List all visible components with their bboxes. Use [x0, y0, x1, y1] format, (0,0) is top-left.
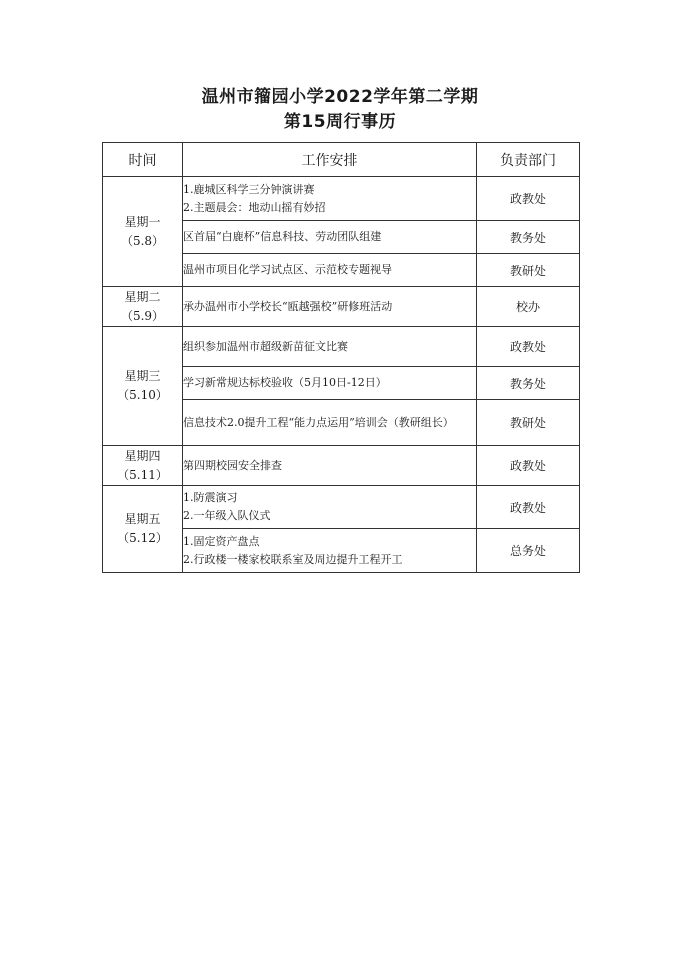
task-cell: [183, 446, 477, 486]
task-line: 信息技术2.0提升工程“能力点运用”培训会（教研组长）: [183, 415, 454, 429]
dept-cell: 教务处: [477, 221, 580, 254]
day-cell-wednesday: [103, 327, 183, 446]
document-subtitle: 第15周行事历: [283, 112, 397, 132]
task-line: 区首届“白鹿杯”信息科技、劳动团队组建: [183, 230, 382, 243]
day-cell-thursday: [103, 446, 183, 486]
task-line: 1.防震演习: [183, 491, 238, 504]
schedule-table: [102, 142, 580, 573]
task-cell: [183, 177, 477, 221]
day-cell-tuesday: [103, 287, 183, 327]
task-line: 1.固定资产盘点: [183, 534, 260, 548]
dept-cell: 政教处: [477, 486, 580, 529]
table-header-row: [103, 143, 580, 177]
task-line: 2.行政楼一楼家校联系室及周边提升工程开工: [183, 552, 403, 566]
dept-cell: 政教处: [477, 177, 580, 221]
dept-cell: 政教处: [477, 446, 580, 486]
task-cell: [183, 287, 477, 327]
day-date: （5.12）: [117, 531, 168, 545]
day-date: （5.8）: [120, 233, 165, 248]
task-cell: [183, 529, 477, 573]
dept-cell: 教研处: [477, 400, 580, 446]
task-cell: [183, 486, 477, 529]
dept-cell: 教研处: [477, 254, 580, 287]
task-cell: [183, 400, 477, 446]
header-dept: 负责部门: [477, 143, 580, 177]
header-time: 时间: [103, 143, 183, 177]
task-cell: [183, 254, 477, 287]
header-work: 工作安排: [183, 143, 477, 177]
table-row: [103, 287, 580, 327]
dept-cell: 政教处: [477, 327, 580, 367]
task-line: 2.一年级入队仪式: [183, 509, 271, 522]
day-date: （5.10）: [117, 388, 168, 402]
day-name: 星期五: [124, 512, 161, 526]
day-date: （5.9）: [120, 308, 165, 323]
task-line: 承办温州市小学校长“瓯越强校”研修班活动: [183, 299, 393, 313]
day-name: 星期三: [124, 369, 161, 383]
document-title: 温州市籀园小学2022学年第二学期: [201, 87, 479, 107]
task-line: 温州市项目化学习试点区、示范校专题视导: [183, 263, 392, 276]
task-line: 1.鹿城区科学三分钟演讲赛: [183, 182, 315, 196]
task-line: 第四期校园安全排查: [183, 458, 282, 472]
dept-cell: 总务处: [477, 529, 580, 573]
dept-cell: 教务处: [477, 367, 580, 400]
task-line: 组织参加温州市超级新苗征文比赛: [183, 339, 348, 353]
table-row: [103, 177, 580, 221]
task-cell: [183, 327, 477, 367]
table-row: [103, 327, 580, 367]
day-cell-friday: [103, 486, 183, 573]
table-row: [103, 446, 580, 486]
day-date: （5.11）: [117, 467, 168, 482]
day-cell-monday: [103, 177, 183, 287]
day-name: 星期四: [124, 448, 161, 463]
task-line: 2.主题晨会：地动山摇有妙招: [183, 200, 326, 214]
day-name: 星期二: [124, 289, 161, 304]
table-row: [103, 486, 580, 529]
task-cell: [183, 367, 477, 400]
day-name: 星期一: [124, 214, 161, 229]
task-cell: [183, 221, 477, 254]
dept-cell: 校办: [477, 287, 580, 327]
task-line: 学习新常规达标校验收（5月10日-12日）: [183, 376, 387, 389]
